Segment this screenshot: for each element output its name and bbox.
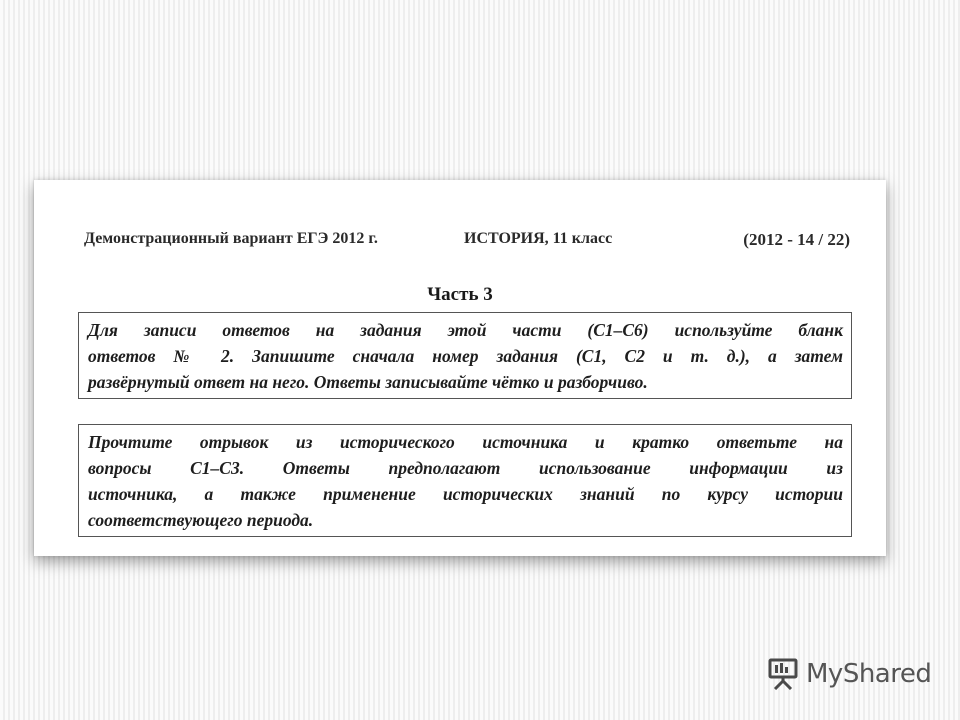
instructions-box: [78, 312, 852, 399]
part-title: Часть 3: [427, 284, 493, 305]
header-page-code: (2012 - 14 / 22): [743, 230, 850, 249]
header-variant-text: Демонстрационный вариант ЕГЭ 2012 г.: [84, 230, 378, 247]
presentation-board-icon: [766, 658, 800, 690]
instructions-line: развёрнутый ответ на него. Ответы записывайте чётко и разборчиво.: [88, 372, 648, 392]
myshared-logo[interactable]: [766, 654, 931, 694]
header-subject-text: ИСТОРИЯ, 11 класс: [464, 230, 613, 247]
document-header: [84, 230, 850, 254]
logo-text: MyShared: [806, 659, 932, 689]
instructions-line: Для записи ответов на задания этой части (С1–С6) используйте бланк: [88, 320, 843, 340]
slide-card: [34, 180, 886, 556]
source-task-line: вопросы С1–С3. Ответы предполагают использование информации из: [88, 458, 843, 478]
source-task-line: Прочтите отрывок из исторического источника и кратко ответьте на: [88, 432, 843, 452]
instructions-line: ответов № 2. Запишите сначала номер задания (С1, С2 и т. д.), а затем: [88, 346, 843, 366]
source-task-line: источника, а также применение исторических знаний по курсу истории: [88, 484, 843, 504]
source-task-line: соответствующего периода.: [88, 510, 314, 530]
source-task-box: [78, 424, 852, 537]
